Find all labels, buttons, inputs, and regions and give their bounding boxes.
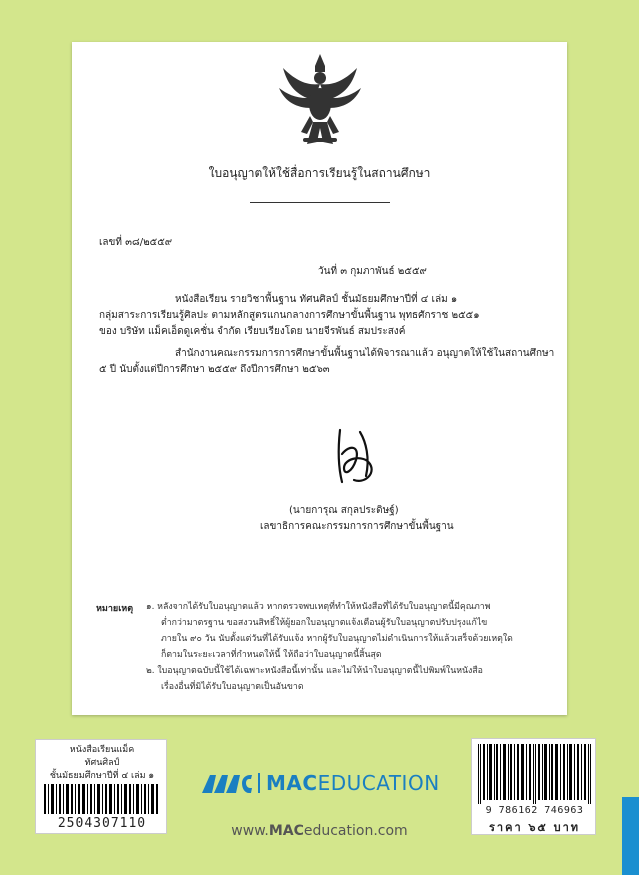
mac-logo-icon <box>202 773 252 793</box>
brand-separator <box>258 773 260 793</box>
isbn-number: 9 786162 746963 <box>485 805 584 816</box>
note-line: ๒. ใบอนุญาตฉบับนี้ใช้ได้เฉพาะหนังสือนี้เท่านั้น และไม่ให้นำใบอนุญาตนี้ไปพิมพ์ในหนังสือ <box>146 666 483 676</box>
paragraph-line: หนังสือเรียน รายวิชาพื้นฐาน ทัศนศิลป์ ชั้นมัธยมศึกษาปีที่ ๔ เล่ม ๑ <box>175 294 458 305</box>
paragraph-line: ๕ ปี นับตั้งแต่ปีการศึกษา ๒๕๕๙ ถึงปีการศึกษา ๒๕๖๓ <box>99 364 330 375</box>
isbn-barcode-icon <box>478 744 591 804</box>
brand-logo <box>202 770 440 796</box>
license-date: วันที่ ๓ กุมภาพันธ์ ๒๕๕๙ <box>318 266 427 277</box>
paragraph-line: สำนักงานคณะกรรมการการศึกษาขั้นพื้นฐานได้พิจารณาแล้ว อนุญาตให้ใช้ในสถานศึกษา <box>175 348 555 359</box>
note-line: ๑. หลังจากได้รับใบอนุญาตแล้ว หากตรวจพบเหตุที่ทำให้หนังสือที่ได้รับใบอนุญาตนี้มีคุณภาพ <box>146 602 491 612</box>
note-line: เรื่องอื่นที่มิได้รับใบอนุญาตเป็นอันขาด <box>161 682 304 692</box>
url-suffix: education.com <box>303 823 408 839</box>
store-label-code: 2504307110 <box>57 816 147 831</box>
garuda-emblem-icon <box>277 52 363 148</box>
notes-label: หมายเหตุ <box>96 604 134 614</box>
document-title: ใบอนุญาตให้ใช้สื่อการเรียนรู้ในสถานศึกษา <box>208 166 431 180</box>
isbn-barcode-box <box>471 738 596 835</box>
side-accent-tab <box>622 797 639 875</box>
note-line: ก็ตามในระยะเวลาที่กำหนดให้นี้ ให้ถือว่าใบอนุญาตนี้สิ้นสุด <box>161 650 382 660</box>
signer-title: เลขาธิการคณะกรรมการการศึกษาขั้นพื้นฐาน <box>260 521 454 532</box>
store-label-line: ชั้นมัธยมศึกษาปีที่ ๔ เล่ม ๑ <box>49 771 155 781</box>
license-document <box>72 42 567 715</box>
note-line: ต่ำกว่ามาตรฐาน ขอสงวนสิทธิ์ให้ผู้ยอกใบอนุญาตแจ้งเตือนผู้รับใบอนุญาตปรับปรุงแก้ไข <box>161 618 488 628</box>
url-bold: MAC <box>268 823 304 839</box>
store-barcode-icon <box>44 784 160 814</box>
store-label <box>35 739 167 834</box>
title-underline <box>250 202 390 203</box>
store-label-line: หนังสือเรียนแม็ค <box>69 745 135 755</box>
note-line: ภายใน ๙๐ วัน นับตั้งแต่วันที่ได้รับแจ้ง หากผู้รับใบอนุญาตไม่ดำเนินการให้แล้วเสร็จด้วยเหตุใด <box>161 634 513 644</box>
signature-icon <box>330 424 382 494</box>
price-label: ราคา ๖๕ บาท <box>489 821 580 834</box>
brand-name-rest: EDUCATION <box>317 771 440 795</box>
license-number: เลขที่ ๓๘/๒๕๕๙ <box>99 237 173 248</box>
paragraph-line: ของ บริษัท แม็คเอ็ดดูเคชั่น จำกัด เรียบเรียงโดย นายจีรพันธ์ สมประสงค์ <box>99 326 406 337</box>
brand-name <box>266 771 440 795</box>
store-label-line: ทัศนศิลป์ <box>84 758 120 768</box>
url-prefix: www. <box>231 823 269 839</box>
brand-name-bold: MAC <box>266 771 318 795</box>
paragraph-line: กลุ่มสาระการเรียนรู้ศิลปะ ตามหลักสูตรแกนกลางการศึกษาขั้นพื้นฐาน พุทธศักราช ๒๕๕๑ <box>99 310 480 321</box>
signer-name: (นายการุณ สกุลประดิษฐ์) <box>289 505 399 516</box>
